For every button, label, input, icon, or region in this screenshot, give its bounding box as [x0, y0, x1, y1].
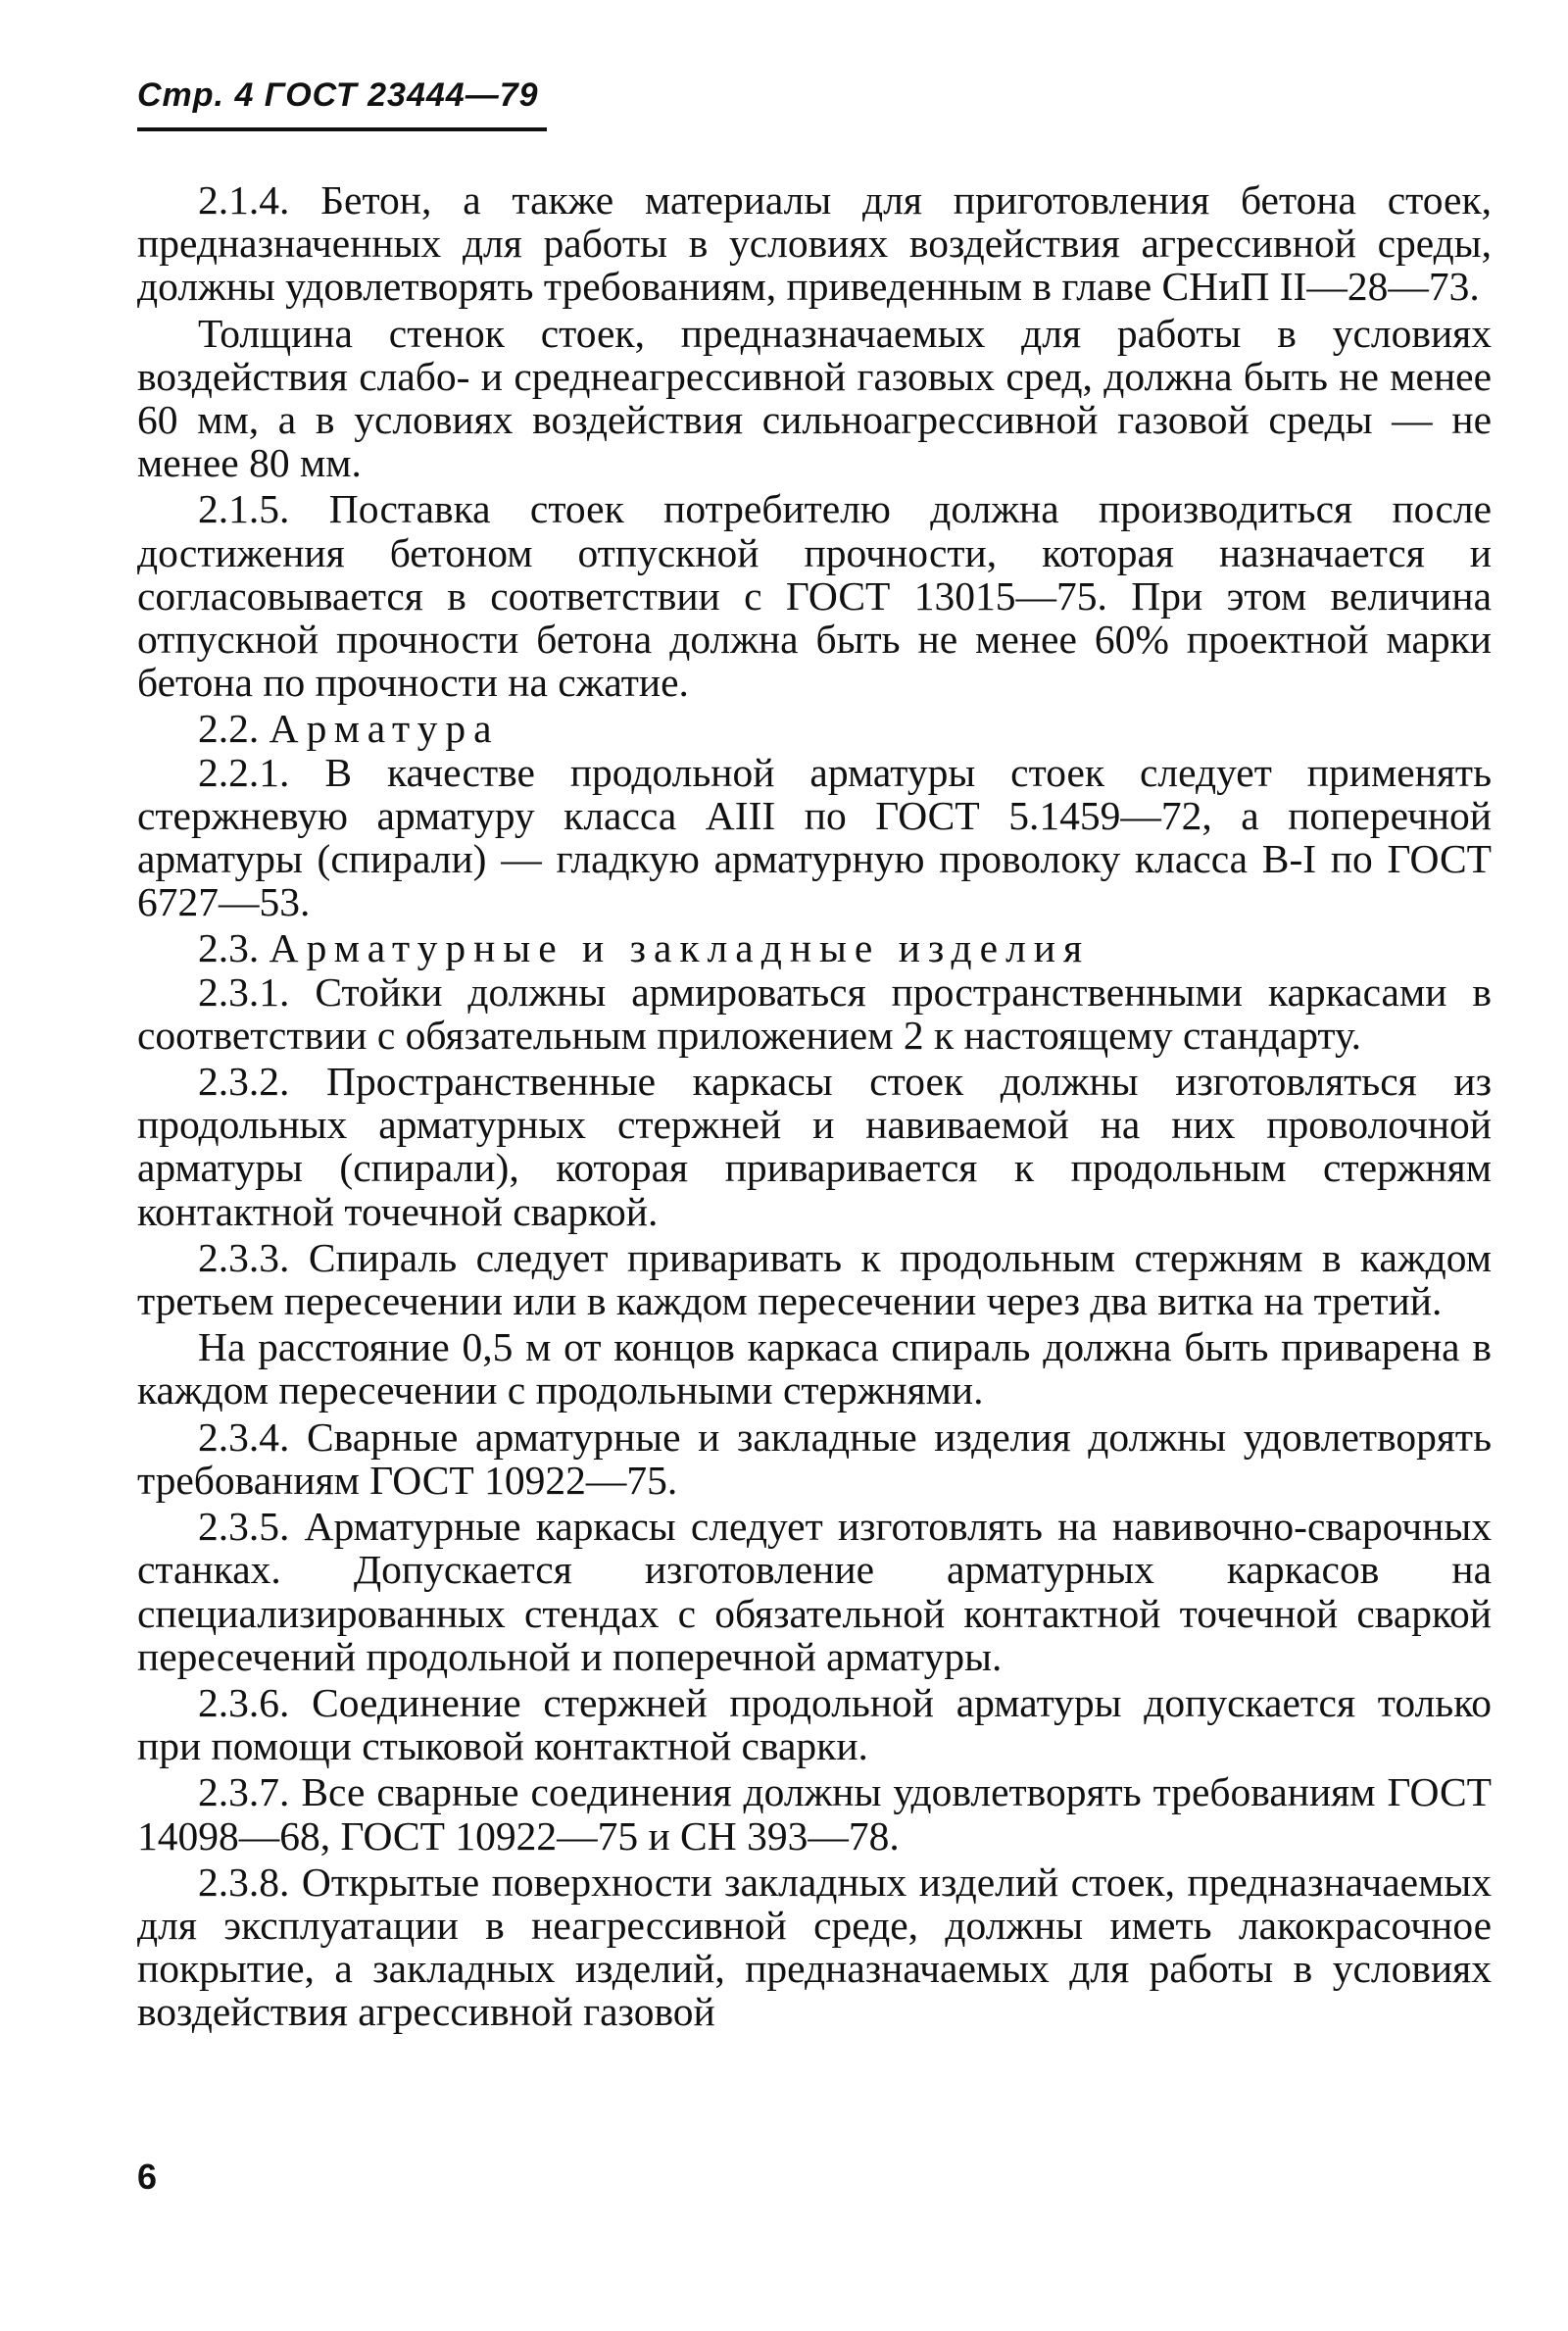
- section-title: Арматура: [269, 706, 500, 752]
- paragraph-2-3-3: 2.3.3. Спираль следует приваривать к продольным стержням в каждом третьем пересечении или в каждом пересечении через два витка на третий.: [137, 1234, 1492, 1324]
- running-header: Стр. 4 ГОСТ 23444—79: [137, 76, 539, 114]
- section-heading-2-3: [137, 926, 1492, 969]
- section-title: Арматурные и закладные изделия: [269, 925, 1091, 971]
- paragraph-wall-thickness: Толщина стенок стоек, предназначаемых для работы в условиях воздействия слабо- и среднеагрессивной газовых сред, должна быть не менее 60 мм, а в условиях воздействия сильноагрессивной газовой среды — не менее 80 мм.: [137, 310, 1492, 486]
- paragraph-2-3-7: 2.3.7. Все сварные соединения должны удовлетворять требованиям ГОСТ 14098—68, ГОСТ 10922—75 и СН 393—78.: [137, 1769, 1492, 1859]
- paragraph-2-1-4: 2.1.4. Бетон, а также материалы для приготовления бетона стоек, предназначенных для работы в условиях воздействия агрессивной среды, должны удовлетворять требованиям, приведенным в главе СНиП II—28—73.: [137, 177, 1492, 310]
- paragraph-2-3-5: 2.3.5. Арматурные каркасы следует изготовлять на навивочно-сварочных станках. Допускается изготовление арматурных каркасов на специализированных стендах с обязательной контактной точечной сваркой пересечений продольной и поперечной арматуры.: [137, 1504, 1492, 1679]
- paragraph-2-2-1: 2.2.1. В качестве продольной арматуры стоек следует применять стержневую арматуру класса AIII по ГОСТ 5.1459—72, а поперечной арматуры (спирали) — гладкую арматурную проволоку класса В-I по ГОСТ 6727—53.: [137, 749, 1492, 925]
- header-rule: [137, 127, 547, 131]
- paragraph-2-3-6: 2.3.6. Соединение стержней продольной арматуры допускается только при помощи стыковой контактной сварки.: [137, 1679, 1492, 1769]
- paragraph-2-3-2: 2.3.2. Пространственные каркасы стоек должны изготовляться из продольных арматурных стержней и навиваемой на них проволочной арматуры (спирали), которая приваривается к продольным стержням контактной точечной сваркой.: [137, 1059, 1492, 1234]
- section-number: 2.3.: [198, 925, 260, 971]
- section-number: 2.2.: [198, 706, 260, 752]
- paragraph-spiral-ends: На расстояние 0,5 м от концов каркаса спираль должна быть приварена в каждом пересечении с продольными стержнями.: [137, 1324, 1492, 1413]
- paragraph-2-3-8: 2.3.8. Открытые поверхности закладных изделий стоек, предназначаемых для эксплуатации в неагрессивной среде, должны иметь лакокрасочное покрытие, а закладных изделий, предназначаемых для работы в условиях воздействия агрессивной газовой: [137, 1859, 1492, 2035]
- paragraph-2-1-5: 2.1.5. Поставка стоек потребителю должна производиться после достижения бетоном отпускной прочности, которая назначается и согласовывается в соответствии с ГОСТ 13015—75. При этом величина отпускной прочности бетона должна быть не менее 60% проектной марки бетона по прочности на сжатие.: [137, 486, 1492, 706]
- paragraph-2-3-1: 2.3.1. Стойки должны армироваться пространственными каркасами в соответствии с обязательным приложением 2 к настоящему стандарту.: [137, 968, 1492, 1058]
- document-body: [137, 178, 1492, 2034]
- paragraph-2-3-4: 2.3.4. Сварные арматурные и закладные изделия должны удовлетворять требованиям ГОСТ 10922—75.: [137, 1413, 1492, 1503]
- section-heading-2-2: [137, 707, 1492, 750]
- page-number: 6: [137, 2157, 158, 2197]
